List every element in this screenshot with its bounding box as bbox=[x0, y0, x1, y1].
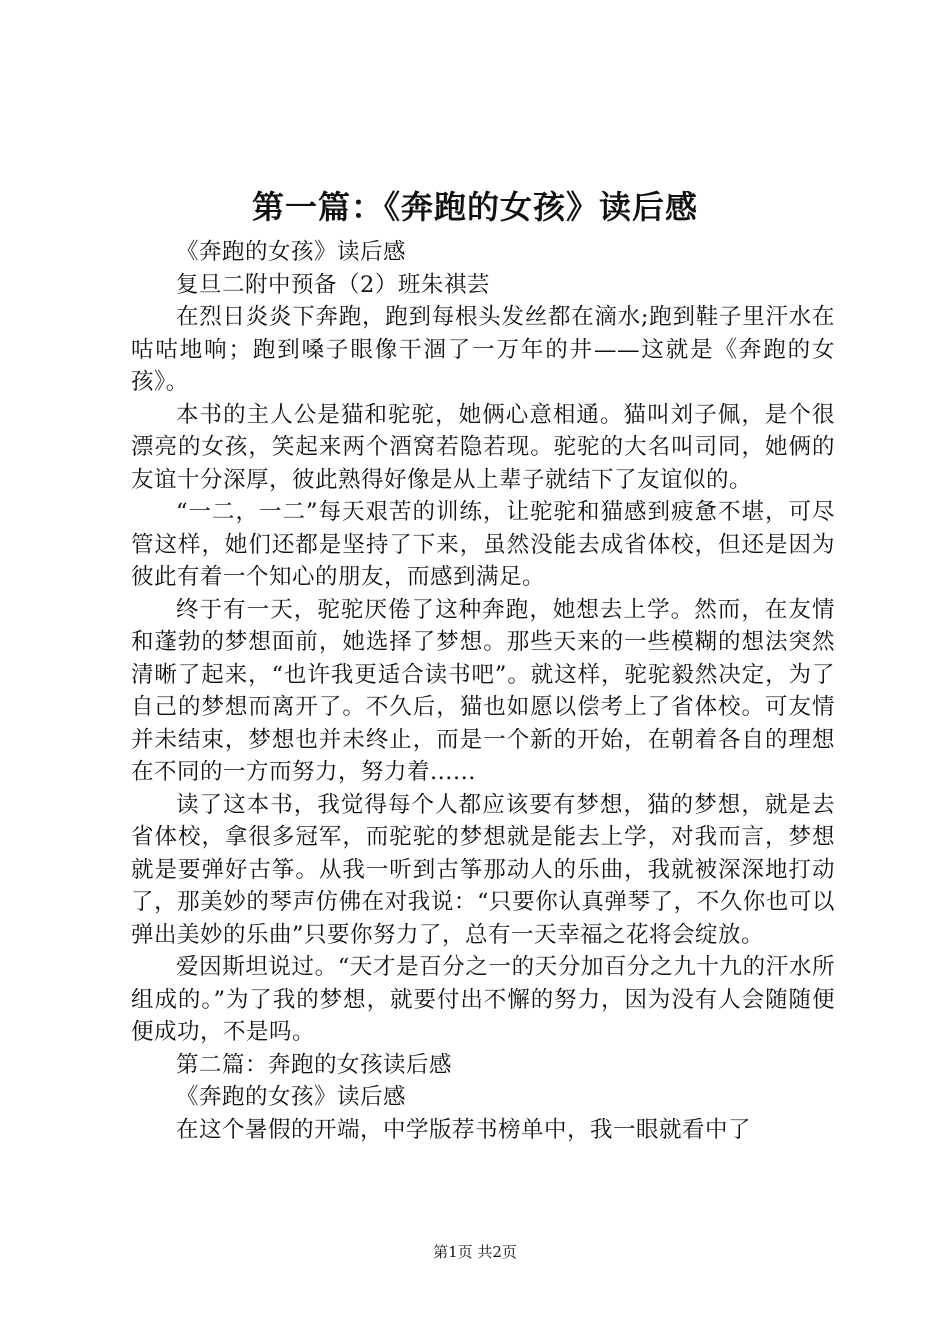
page-footer bbox=[0, 1242, 950, 1262]
paragraph: 《奔跑的女孩》读后感 bbox=[176, 239, 407, 265]
document-title: 第一篇：《奔跑的女孩》读后感 bbox=[251, 188, 698, 226]
paragraph: 读了这本书，我觉得每个人都应该要有梦想，猫的梦想，就是去省体校，拿很多冠军，而驼驼的梦想就是能去上学，对我而言，梦想就是要弹好古筝。从我一听到古筝那动人的乐曲，我就被深深地打动了，那美妙的琴声仿佛在对我说：“只要你认真弹琴了，不久你也可以弹出美妙的乐曲”只要你努力了，总有一天幸福之花将会绽放。 bbox=[131, 791, 835, 948]
paragraph: 《奔跑的女孩》读后感 bbox=[176, 1084, 407, 1110]
paragraph: 本书的主人公是猫和驼驼，她俩心意相通。猫叫刘子佩，是个很漂亮的女孩，笑起来两个酒窝若隐若现。驼驼的大名叫司同，她俩的友谊十分深厚，彼此熟得好像是从上辈子就结下了友谊似的。 bbox=[131, 401, 835, 493]
paragraph: 终于有一天，驼驼厌倦了这种奔跑，她想去上学。然而，在友情和蓬勃的梦想面前，她选择了梦想。那些天来的一些模糊的想法突然清晰了起来，“也许我更适合读书吧”。就这样，驼驼毅然决定，为了自己的梦想而离开了。不久后，猫也如愿以偿考上了省体校。可友情并未结束，梦想也并未终止，而是一个新的开始，在朝着各自的理想在不同的一方而努力，努力着...... bbox=[131, 596, 835, 785]
paragraph: 复旦二附中预备（2）班朱祺芸 bbox=[176, 271, 490, 298]
paragraph: 在烈日炎炎下奔跑，跑到每根头发丝都在滴水;跑到鞋子里汗水在咕咕地响；跑到嗓子眼像干涸了一万年的井——这就是《奔跑的女孩》。 bbox=[131, 304, 835, 395]
paragraph: 爱因斯坦说过。“天才是百分之一的天分加百分之九十九的汗水所组成的。”为了我的梦想，就要付出不懈的努力，因为没有人会随随便便成功，不是吗。 bbox=[131, 954, 835, 1045]
document-body bbox=[131, 236, 835, 1146]
paragraph: 第二篇：奔跑的女孩读后感 bbox=[176, 1051, 453, 1078]
paragraph: “一二，一二”每天艰苦的训练，让驼驼和猫感到疲惫不堪，可尽管这样，她们还都是坚持了下来，虽然没能去成省体校，但还是因为彼此有着一个知心的朋友，而感到满足。 bbox=[131, 499, 835, 590]
page-number: 第1页 共2页 bbox=[433, 1243, 517, 1261]
paragraph: 在这个暑假的开端，中学版荐书榜单中，我一眼就看中了 bbox=[176, 1116, 752, 1143]
